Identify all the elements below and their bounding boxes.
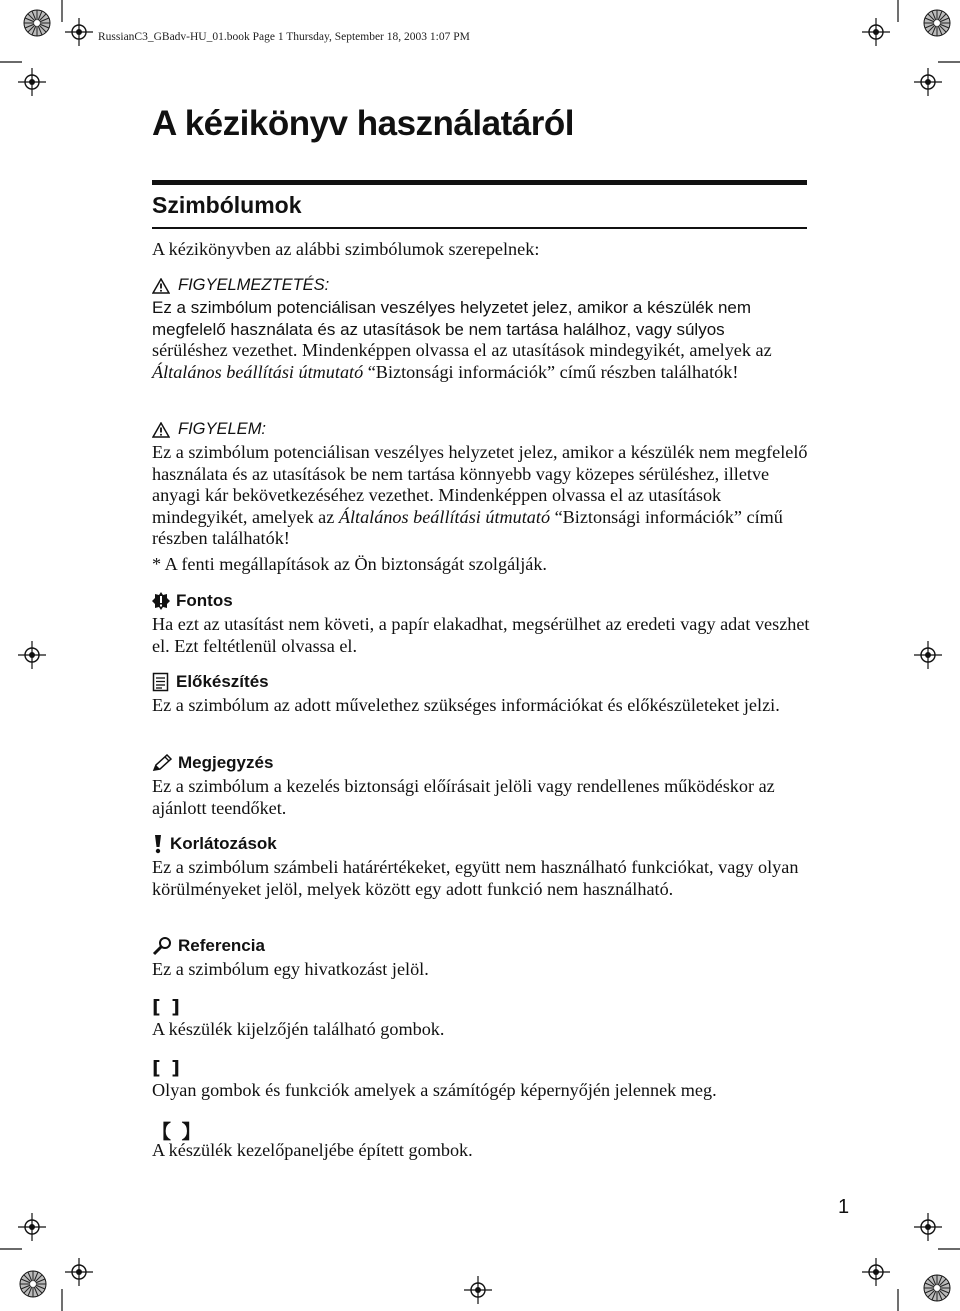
limitation-label: Korlátozások: [170, 834, 277, 853]
display-key-text: A készülék kijelzőjén található gombok.: [152, 1019, 445, 1039]
note-text: Ez a szimbólum a kezelés biztonsági előírásait jelöli vagy rendellenes működéskor az ajánlott teendőket.: [152, 776, 775, 818]
page-title: A kézikönyv használatáról: [152, 104, 574, 143]
important-label: Fontos: [176, 591, 233, 610]
preparation-label: Előkészítés: [176, 672, 269, 691]
screen-key-text: Olyan gombok és funkciók amelyek a számítógép képernyőjén jelennek meg.: [152, 1080, 717, 1100]
panel-key-bracket: 【 】: [152, 1121, 203, 1143]
warning-text: [152, 297, 812, 340]
note-label: Megjegyzés: [178, 753, 274, 772]
screen-key-bracket: [ ]: [152, 1057, 182, 1079]
caution-text-2: “Biztonsági információk” című részben találhatók!: [152, 506, 783, 548]
section-title: Szimbólumok: [152, 192, 302, 218]
intro-text: A kézikönyvben az alábbi szimbólumok szerepelnek:: [152, 239, 540, 259]
caution-label: FIGYELEM:: [178, 420, 267, 438]
warning-text-1: Ez a szimbólum potenciálisan veszélyes helyzetet jelez, amikor a készülék nem megfelelő használata és az utasítások be nem tartása halálhoz, vagy súlyos: [152, 298, 752, 339]
warning-text-2: sérüléshez vezethet. Mindenképpen olvassa el az utasítások mindegyikét, amelyek az: [152, 340, 772, 360]
warning-label: FIGYELMEZTETÉS:: [178, 276, 330, 294]
checklist-icon: [152, 672, 170, 692]
caution-triangle-icon: [152, 422, 170, 438]
reference-label: Referencia: [178, 936, 265, 955]
magnifier-icon: [152, 936, 172, 956]
important-heading: [152, 591, 233, 611]
section-rule: [152, 227, 807, 229]
caution-text-1: Ez a szimbólum potenciálisan veszélyes helyzetet jelez, amikor a készülék nem megfelelő használata és az utasítások be nem tartása könnyebb vagy közepes sérüléshez, illetve anyagi kár bekövetkezéséhez vezethet. Mindenképpen olvassa el az utasítások mindegyikét, amelyek az: [152, 442, 808, 527]
display-key-bracket: [ ]: [152, 996, 182, 1018]
page-number: 1: [838, 1196, 850, 1218]
preparation-heading: [152, 672, 269, 692]
reference-text: Ez a szimbólum egy hivatkozást jelöl.: [152, 959, 429, 979]
warning-text-3: “Biztonsági információk” című részben találhatók!: [363, 361, 739, 382]
warning-heading: [152, 276, 329, 295]
important-badge-icon: [152, 592, 170, 610]
reference-heading: [152, 936, 265, 956]
caution-text: [152, 442, 812, 550]
caution-heading: [152, 420, 266, 439]
preparation-text: Ez a szimbólum az adott művelethez szükséges információkat és előkészületeket jelzi.: [152, 695, 780, 715]
safety-note: * A fenti megállapítások az Ön biztonságát szolgálják.: [152, 554, 547, 574]
warning-text-cont: [152, 340, 812, 383]
note-heading: [152, 753, 273, 773]
warning-text-italic: Általános beállítási útmutató: [152, 361, 364, 382]
pencil-icon: [152, 754, 172, 772]
limitation-heading: [152, 834, 277, 854]
exclamation-icon: [152, 834, 164, 854]
caution-text-italic: Általános beállítási útmutató: [338, 506, 551, 527]
warning-triangle-icon: [152, 278, 170, 294]
important-text: Ha ezt az utasítást nem követi, a papír elakadhat, megsérülhet az eredeti vagy adat veszhet el. Ezt feltétlenül olvassa el.: [152, 614, 810, 656]
panel-key-text: A készülék kezelőpaneljébe épített gombok.: [152, 1140, 473, 1160]
print-header: RussianC3_GBadv-HU_01.book Page 1 Thursday, September 18, 2003 1:07 PM: [98, 31, 470, 43]
title-rule: [152, 180, 807, 185]
limitation-text: Ez a szimbólum számbeli határértékeket, együtt nem használható funkciókat, vagy olyan körülményeket jelöl, melyek között egy adott funkció nem használható.: [152, 857, 799, 899]
